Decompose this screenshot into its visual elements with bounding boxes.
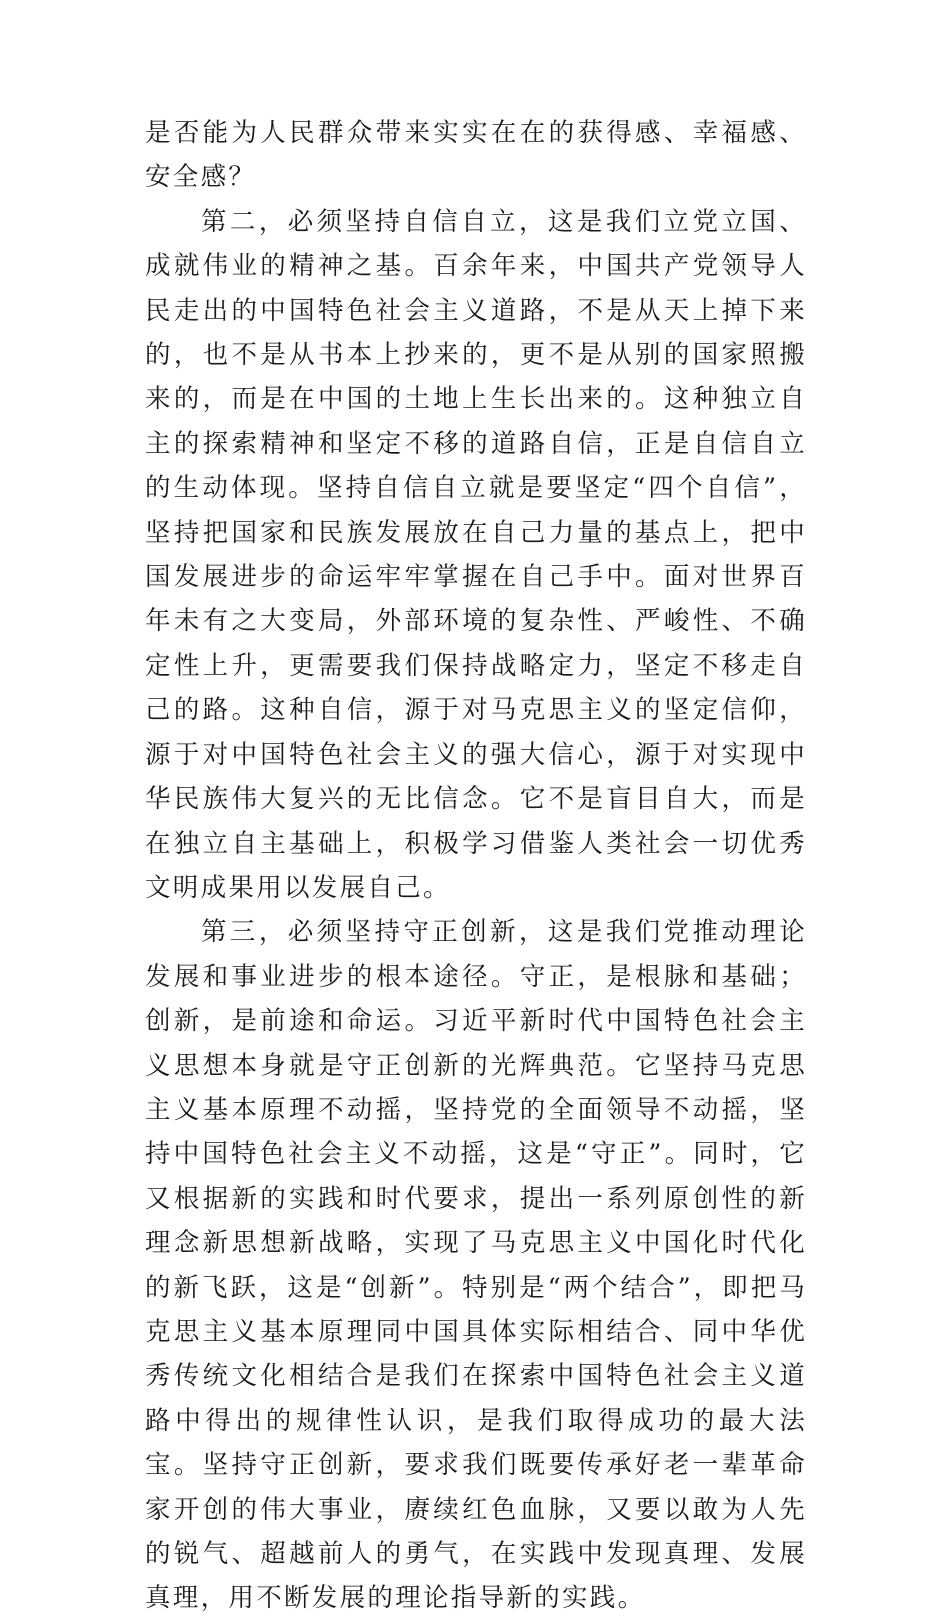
paragraph-second-point: 第二，必须坚持自信自立，这是我们立党立国、成就伟业的精神之基。百余年来，中国共产党领导人民走出的中国特色社会主义道路，不是从天上掉下来的，也不是从书本上抄来的，更不是从别的国家照搬来的，而是在中国的土地上生长出来的。这种独立自主的探索精神和坚定不移的道路自信，正是自信自立的生动体现。坚持自信自立就是要坚定“四个自信”，坚持把国家和民族发展放在自己力量的基点上，把中国发展进步的命运牢牢掌握在自己手中。面对世界百年未有之大变局，外部环境的复杂性、严峻性、不确定性上升，更需要我们保持战略定力，坚定不移走自己的路。这种自信，源于对马克思主义的坚定信仰，源于对中国特色社会主义的强大信心，源于对实现中华民族伟大复兴的无比信念。它不是盲目自大，而是在独立自主基础上，积极学习借鉴人类社会一切优秀文明成果用以发展自己。 xyxy=(145,206,807,903)
document-body xyxy=(145,111,807,1621)
paragraph-continuation: 是否能为人民群众带来实实在在的获得感、幸福感、安全感？ xyxy=(145,118,807,193)
paragraph-third-point: 第三，必须坚持守正创新，这是我们党推动理论发展和事业进步的根本途径。守正，是根脉和基础；创新，是前途和命运。习近平新时代中国特色社会主义思想本身就是守正创新的光辉典范。它坚持马克思主义基本原理不动摇，坚持党的全面领导不动摇，坚持中国特色社会主义不动摇，这是“守正”。同时，它又根据新的实践和时代要求，提出一系列原创性的新理念新思想新战略，实现了马克思主义中国化时代化的新飞跃，这是“创新”。特别是“两个结合”，即把马克思主义基本原理同中国具体实际相结合、同中华优秀传统文化相结合是我们在探索中国特色社会主义道路中得出的规律性认识，是我们取得成功的最大法宝。坚持守正创新，要求我们既要传承好老一辈革命家开创的伟大事业，赓续红色血脉，又要以敢为人先的锐气、超越前人的勇气，在实践中发现真理、发展真理，用不断发展的理论指导新的实践。 xyxy=(145,917,807,1614)
